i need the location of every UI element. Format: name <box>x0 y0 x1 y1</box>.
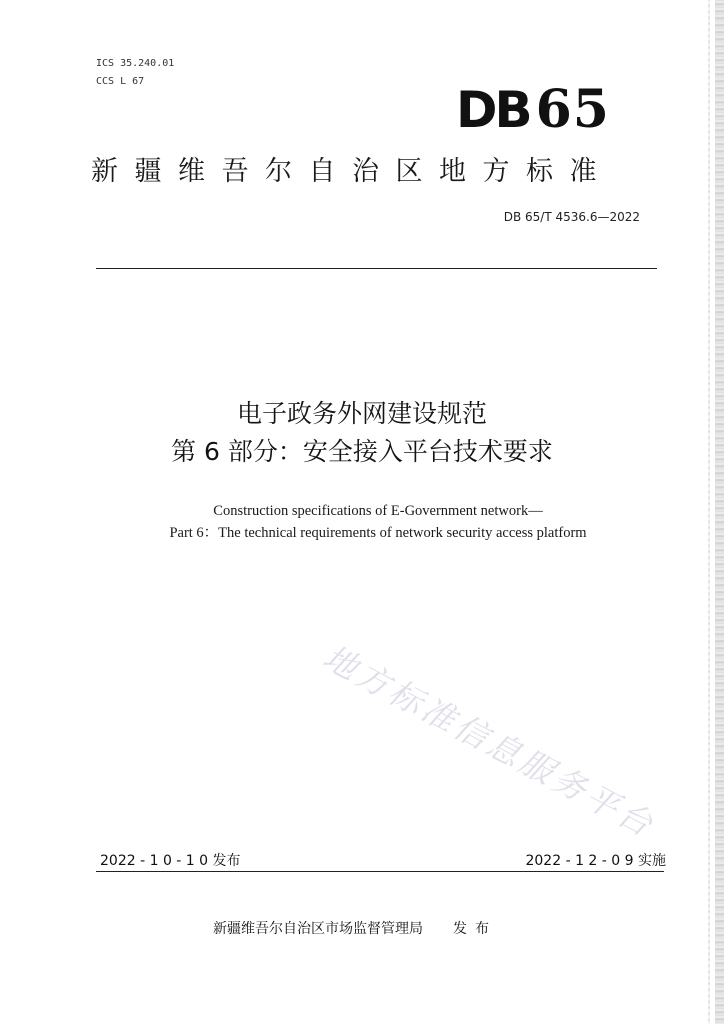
issue-date: 2022 - 1 0 - 1 0 发布 <box>100 853 241 869</box>
chinese-title <box>0 395 724 471</box>
chinese-title-line1: 电子政务外网建设规范 <box>236 399 487 428</box>
logo-db: DB <box>456 81 530 139</box>
db65-logo <box>456 80 610 140</box>
logo-number: 65 <box>535 79 610 140</box>
english-title-line1: Construction specifications of E-Government network— <box>213 503 543 519</box>
classification-codes <box>96 55 174 91</box>
publisher-action: 发布 <box>453 921 497 937</box>
top-divider <box>96 268 657 269</box>
watermark: 地方标准信息服务平台 <box>316 637 662 846</box>
publisher-line <box>213 918 497 938</box>
chinese-title-line2: 第 6 部分：安全接入平台技术要求 <box>171 437 553 466</box>
ics-code: ICS 35.240.01 <box>96 58 175 69</box>
bottom-divider <box>96 871 664 872</box>
implementation-date: 2022 - 1 2 - 0 9 实施 <box>525 853 666 869</box>
english-title-line2: Part 6：The technical requirements of network security access platform <box>169 525 587 541</box>
standard-type-title: 新疆维吾尔自治区地方标准 <box>91 156 613 187</box>
standard-number: DB 65/T 4536.6—2022 <box>503 210 640 224</box>
publisher-name: 新疆维吾尔自治区市场监督管理局 <box>213 921 423 937</box>
ccs-code: CCS L 67 <box>96 76 145 87</box>
english-title <box>0 500 724 544</box>
